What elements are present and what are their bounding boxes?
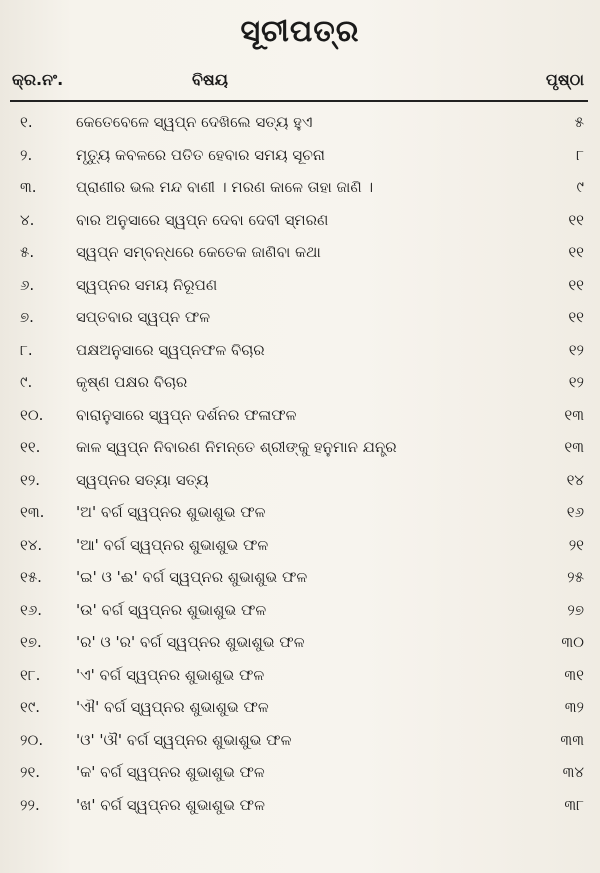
entry-page-number: ୧୩ <box>564 438 584 456</box>
list-item <box>0 269 600 302</box>
list-item <box>0 301 600 334</box>
list-item <box>0 724 600 757</box>
entry-number: ୧୮. <box>20 665 41 684</box>
header-divider <box>10 100 588 102</box>
entry-subject: ସ୍ୱପ୍ନର ସମୟ ନିରୂପଣ <box>76 275 218 294</box>
list-item <box>0 171 600 204</box>
entry-page-number: ୧୪ <box>566 470 584 489</box>
entry-number: ୬. <box>20 275 35 294</box>
entry-page-number: ୧୧ <box>568 275 584 294</box>
entry-page-number: ୧୧ <box>568 210 584 229</box>
list-item <box>0 204 600 237</box>
entry-subject: 'ଐ' ବର୍ଗ ସ୍ୱପ୍ନର ଶୁଭାଶୁଭ ଫଳ <box>76 698 269 716</box>
entry-subject: ପ୍ରାଣୀର ଭଲ ମନ୍ଦ ବାଣୀ । ମରଣ କାଳେ ତାହା ଜାଣି । <box>76 178 374 196</box>
list-item <box>0 464 600 497</box>
contents-list <box>0 106 600 821</box>
list-item <box>0 496 600 529</box>
list-item <box>0 399 600 432</box>
entry-page-number: ୩୮ <box>564 795 584 814</box>
list-item <box>0 529 600 562</box>
entry-number: ୧୫. <box>20 568 42 586</box>
list-item <box>0 139 600 172</box>
list-item <box>0 106 600 139</box>
entry-number: ୨୦. <box>20 730 44 749</box>
entry-subject: ବାରାନୁସାରେ ସ୍ୱପ୍ନ ଦର୍ଶନର ଫଳାଫଳ <box>76 405 297 424</box>
header-number: କ୍ର.ନଂ. <box>12 70 64 89</box>
list-item <box>0 431 600 464</box>
entry-subject: ପକ୍ଷଅନୁସାରେ ସ୍ୱପ୍ନଫଳ ବିଚାର <box>76 340 265 359</box>
entry-number: ୧୭. <box>20 633 42 651</box>
header-page: ପୃଷ୍ଠା <box>545 70 584 89</box>
entry-page-number: ୧୨ <box>568 340 584 359</box>
entry-number: ୨. <box>20 145 33 164</box>
entry-page-number: ୩୩ <box>560 730 584 749</box>
list-item <box>0 789 600 822</box>
entry-page-number: ୫ <box>574 113 584 131</box>
entry-page-number: ୩୪ <box>562 763 584 781</box>
entry-page-number: ୧୧ <box>568 243 584 261</box>
entry-page-number: ୨୧ <box>568 535 584 554</box>
entry-number: ୧୪. <box>20 535 43 554</box>
entry-number: ୨୨. <box>20 795 40 814</box>
entry-subject: 'ର' ଓ 'ର' ବର୍ଗ ସ୍ୱପ୍ନର ଶୁଭାଶୁଭ ଫଳ <box>76 633 305 651</box>
list-item <box>0 334 600 367</box>
entry-number: ୪. <box>20 210 35 229</box>
entry-subject: 'ଇ' ଓ 'ଈ' ବର୍ଗ ସ୍ୱପ୍ନର ଶୁଭାଶୁଭ ଫଳ <box>76 568 308 586</box>
entry-page-number: ୩୧ <box>564 665 584 684</box>
entry-subject: ସ୍ୱପ୍ନ ସମ୍ବନ୍ଧରେ କେତେକ ଜାଣିବା କଥା <box>76 243 321 261</box>
entry-page-number: ୯ <box>576 178 584 196</box>
list-item <box>0 594 600 627</box>
entry-subject: 'ଅ' ବର୍ଗ ସ୍ୱପ୍ନର ଶୁଭାଶୁଭ ଫଳ <box>76 503 266 521</box>
entry-number: ୧. <box>20 113 33 131</box>
entry-page-number: ୧୬ <box>566 503 584 521</box>
entry-subject: ମୃତ୍ୟୁ କବଳରେ ପତିତ ହେବାର ସମୟ ସୂଚନା <box>76 145 325 164</box>
entry-number: ୯. <box>20 373 33 391</box>
list-item <box>0 366 600 399</box>
list-item <box>0 236 600 269</box>
entry-page-number: ୮ <box>576 145 584 164</box>
list-item <box>0 659 600 692</box>
entry-subject: 'କ' ବର୍ଗ ସ୍ୱପ୍ନର ଶୁଭାଶୁଭ ଫଳ <box>76 763 265 781</box>
entry-subject: କେତେବେଳେ ସ୍ୱପ୍ନ ଦେଖିଲେ ସତ୍ୟ ହୁଏ <box>76 113 313 131</box>
table-header <box>12 68 584 100</box>
entry-subject: ବାର ଅନୁସାରେ ସ୍ୱପ୍ନ ଦେବା ଦେବୀ ସ୍ମରଣ <box>76 210 329 229</box>
entry-number: ୧୧. <box>20 438 41 456</box>
entry-number: ୫. <box>20 243 35 261</box>
entry-number: ୮. <box>20 340 33 359</box>
entry-number: ୩. <box>20 178 37 196</box>
entry-page-number: ୩୨ <box>564 698 584 716</box>
page-title: ସୂଚୀପତ୍ର <box>240 14 360 49</box>
entry-page-number: ୧୧ <box>568 308 584 326</box>
entry-subject: 'ଏ' ବର୍ଗ ସ୍ୱପ୍ନର ଶୁଭାଶୁଭ ଫଳ <box>76 665 265 684</box>
entry-subject: 'ଓ' 'ଔ' ବର୍ଗ ସ୍ୱପ୍ନର ଶୁଭାଶୁଭ ଫଳ <box>76 730 292 749</box>
list-item <box>0 691 600 724</box>
entry-number: ୧୦. <box>20 405 44 424</box>
entry-subject: କାଳ ସ୍ୱପ୍ନ ନିବାରଣ ନିମନ୍ତେ ଶ୍ରୀଙ୍କୁ ହନୁମାନ ଯନ୍ତ୍ର <box>76 438 397 456</box>
entry-number: ୧୯. <box>20 698 41 716</box>
header-subject: ବିଷୟ <box>192 70 228 89</box>
entry-page-number: ୨୭ <box>567 600 584 619</box>
entry-number: ୧୩. <box>20 503 45 521</box>
entry-page-number: ୧୨ <box>568 373 584 391</box>
entry-subject: ସପ୍ତବାର ସ୍ୱପ୍ନ ଫଳ <box>76 308 211 326</box>
entry-page-number: ୩୦ <box>561 633 584 651</box>
entry-number: ୨୧. <box>20 763 41 781</box>
entry-page-number: ୨୫ <box>567 568 584 586</box>
entry-subject: 'ଖ' ବର୍ଗ ସ୍ୱପ୍ନର ଶୁଭାଶୁଭ ଫଳ <box>76 795 265 814</box>
entry-number: ୧୨. <box>20 470 41 489</box>
entry-subject: ସ୍ୱପ୍ନର ସତ୍ୟା ସତ୍ୟ <box>76 470 209 489</box>
entry-subject: କୃଷ୍ଣ ପକ୍ଷର ବିଚାର <box>76 373 188 391</box>
list-item <box>0 561 600 594</box>
entry-number: ୭. <box>20 308 34 326</box>
list-item <box>0 756 600 789</box>
list-item <box>0 626 600 659</box>
entry-subject: 'ଉ' ବର୍ଗ ସ୍ୱପ୍ନର ଶୁଭାଶୁଭ ଫଳ <box>76 600 267 619</box>
entry-page-number: ୧୩ <box>564 405 584 424</box>
entry-number: ୧୬. <box>20 600 43 619</box>
entry-subject: 'ଆ' ବର୍ଗ ସ୍ୱପ୍ନର ଶୁଭାଶୁଭ ଫଳ <box>76 535 269 554</box>
